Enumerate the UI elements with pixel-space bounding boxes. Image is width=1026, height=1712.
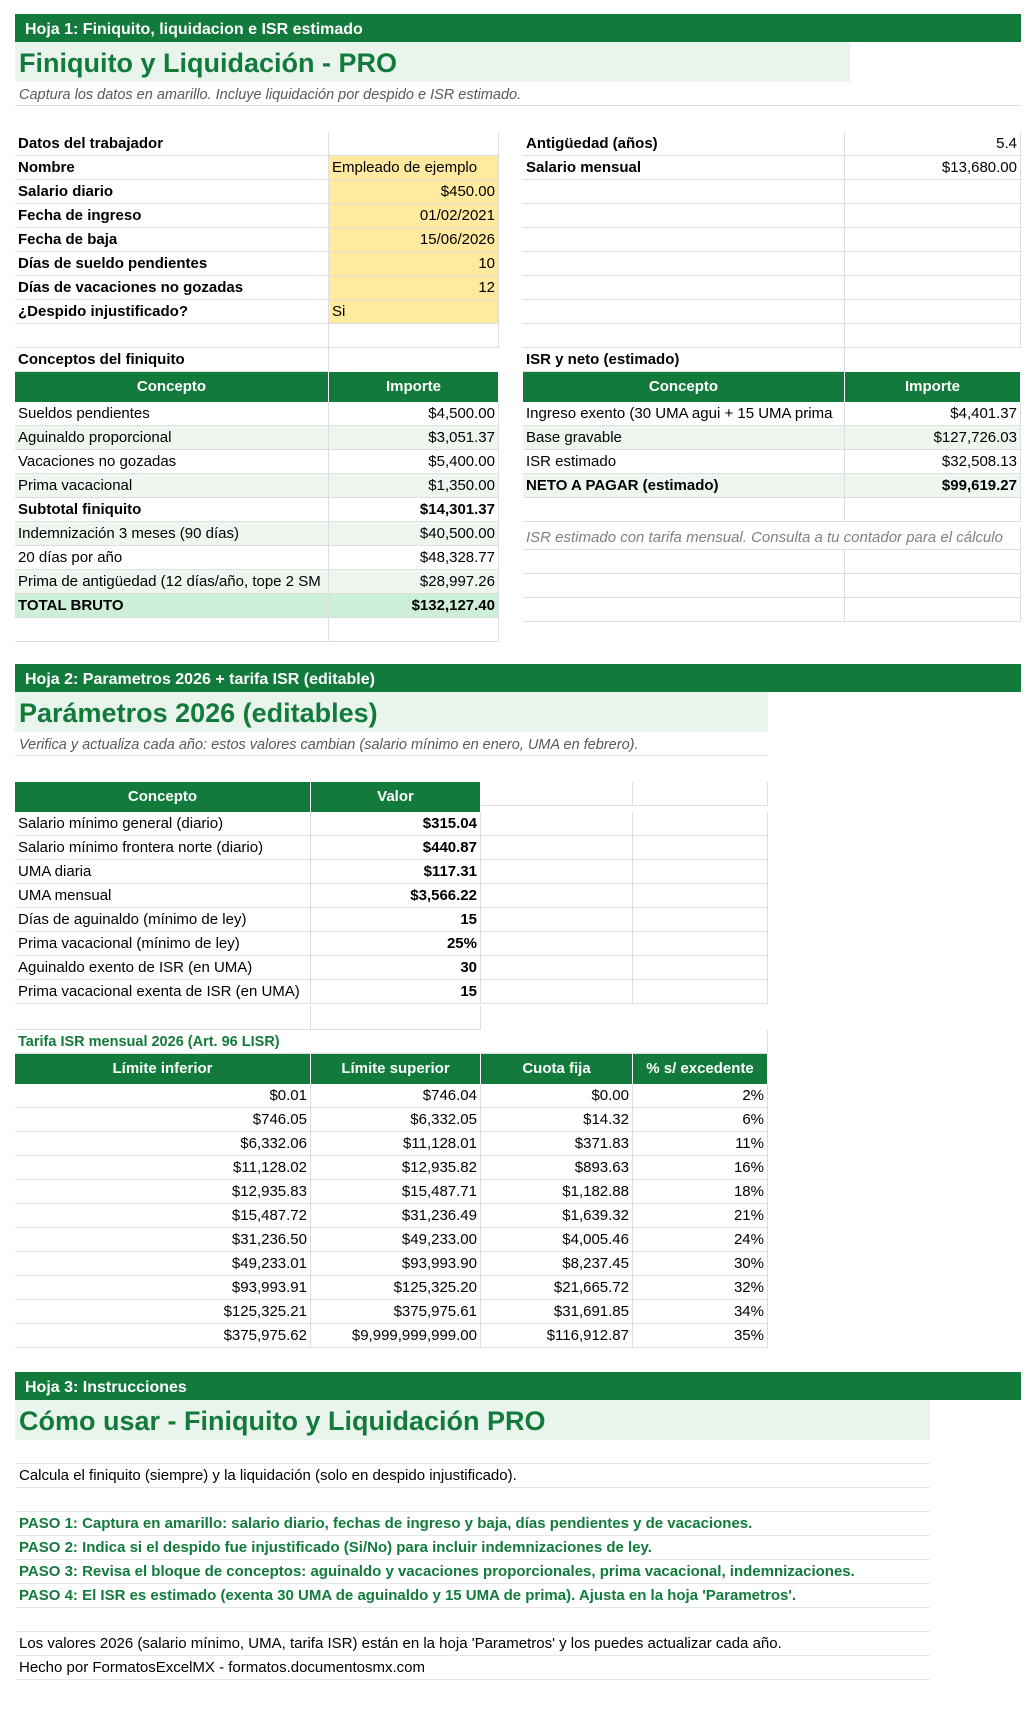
worker-field-input[interactable]: 10 <box>329 252 499 276</box>
empty-cell <box>481 812 633 836</box>
tarifa-cell: $125,325.21 <box>15 1300 311 1324</box>
tarifa-cell: $0.00 <box>481 1084 633 1108</box>
tarifa-cell: $371.83 <box>481 1132 633 1156</box>
empty-cell <box>481 980 633 1004</box>
empty-cell <box>481 908 633 932</box>
tarifa-cell: $6,332.05 <box>311 1108 481 1132</box>
antiguedad-label: Antigüedad (años) <box>523 132 845 156</box>
empty-cell <box>633 782 768 806</box>
worker-field-label: Días de sueldo pendientes <box>15 252 329 276</box>
isr-section-header: ISR y neto (estimado) <box>523 348 845 372</box>
tarifa-col-header: Límite inferior <box>15 1054 311 1084</box>
tarifa-col-header: % s/ excedente <box>633 1054 768 1084</box>
param-value[interactable]: $117.31 <box>311 860 481 884</box>
concept-label: Vacaciones no gozadas <box>15 450 329 474</box>
isr-label: ISR estimado <box>523 450 845 474</box>
tarifa-cell: $49,233.01 <box>15 1252 311 1276</box>
tarifa-cell: 21% <box>633 1204 768 1228</box>
empty-cell <box>633 884 768 908</box>
params-col-concept: Concepto <box>15 782 311 812</box>
param-label: Salario mínimo frontera norte (diario) <box>15 836 311 860</box>
tarifa-title: Tarifa ISR mensual 2026 (Art. 96 LISR) <box>15 1030 768 1054</box>
isr-amount: $32,508.13 <box>845 450 1021 474</box>
empty-cell <box>329 618 499 642</box>
tarifa-cell: $4,005.46 <box>481 1228 633 1252</box>
worker-field-input[interactable]: 01/02/2021 <box>329 204 499 228</box>
concept-amount: $5,400.00 <box>329 450 499 474</box>
tarifa-cell: $125,325.20 <box>311 1276 481 1300</box>
isr-label: Ingreso exento (30 UMA agui + 15 UMA prima <box>523 402 845 426</box>
empty-cell <box>523 300 845 324</box>
param-value[interactable]: 15 <box>311 980 481 1004</box>
empty-cell <box>633 980 768 1004</box>
worker-field-label: Fecha de ingreso <box>15 204 329 228</box>
concepts-col-concept: Concepto <box>15 372 329 402</box>
tarifa-cell: $15,487.71 <box>311 1180 481 1204</box>
tarifa-cell: $12,935.82 <box>311 1156 481 1180</box>
empty-cell <box>481 860 633 884</box>
param-label: Prima vacacional (mínimo de ley) <box>15 932 311 956</box>
empty-cell <box>845 204 1021 228</box>
worker-field-input[interactable]: 15/06/2026 <box>329 228 499 252</box>
sheet2-tab-bar: Hoja 2: Parametros 2026 + tarifa ISR (editable) <box>15 664 1021 692</box>
tarifa-cell: $31,691.85 <box>481 1300 633 1324</box>
param-label: Salario mínimo general (diario) <box>15 812 311 836</box>
tarifa-cell: 24% <box>633 1228 768 1252</box>
tarifa-cell: $14.32 <box>481 1108 633 1132</box>
empty-cell <box>633 836 768 860</box>
empty-cell <box>523 324 845 348</box>
empty-cell <box>845 574 1021 598</box>
empty-cell <box>329 132 499 156</box>
tarifa-cell: $6,332.06 <box>15 1132 311 1156</box>
param-label: Prima vacacional exenta de ISR (en UMA) <box>15 980 311 1004</box>
credits: Hecho por FormatosExcelMX - formatos.documentosmx.com <box>15 1656 930 1680</box>
tarifa-cell: 32% <box>633 1276 768 1300</box>
tarifa-cell: $93,993.90 <box>311 1252 481 1276</box>
tarifa-cell: $746.04 <box>311 1084 481 1108</box>
param-value[interactable]: $3,566.22 <box>311 884 481 908</box>
empty-cell <box>633 860 768 884</box>
tarifa-cell: $15,487.72 <box>15 1204 311 1228</box>
empty-cell <box>523 598 845 622</box>
worker-field-label: Días de vacaciones no gozadas <box>15 276 329 300</box>
tarifa-cell: $11,128.01 <box>311 1132 481 1156</box>
concept-label: Aguinaldo proporcional <box>15 426 329 450</box>
param-value[interactable]: 30 <box>311 956 481 980</box>
sheet1-title: Finiquito y Liquidación - PRO <box>15 42 850 82</box>
concept-amount: $1,350.00 <box>329 474 499 498</box>
empty-cell <box>523 228 845 252</box>
concepts-col-amount: Importe <box>329 372 499 402</box>
tarifa-cell: $11,128.02 <box>15 1156 311 1180</box>
empty-cell <box>311 1006 481 1030</box>
isr-label: NETO A PAGAR (estimado) <box>523 474 845 498</box>
empty-cell <box>523 180 845 204</box>
tarifa-cell: $93,993.91 <box>15 1276 311 1300</box>
worker-field-label: Salario diario <box>15 180 329 204</box>
tarifa-cell: $893.63 <box>481 1156 633 1180</box>
worker-field-input[interactable]: Si <box>329 300 499 324</box>
salario-mensual-value[interactable]: $13,680.00 <box>845 156 1021 180</box>
concept-label: Sueldos pendientes <box>15 402 329 426</box>
empty-cell <box>481 884 633 908</box>
empty-cell <box>845 180 1021 204</box>
tarifa-cell: 18% <box>633 1180 768 1204</box>
empty-cell <box>523 252 845 276</box>
footer-note: Los valores 2026 (salario mínimo, UMA, tarifa ISR) están en la hoja 'Parametros' y los puedes actualizar cada año. <box>15 1632 930 1656</box>
empty-row <box>15 1488 930 1512</box>
isr-amount: $99,619.27 <box>845 474 1021 498</box>
tarifa-col-header: Límite superior <box>311 1054 481 1084</box>
empty-cell <box>845 228 1021 252</box>
tarifa-col-header: Cuota fija <box>481 1054 633 1084</box>
empty-cell <box>845 276 1021 300</box>
params-col-value: Valor <box>311 782 481 812</box>
empty-cell <box>481 782 633 806</box>
sheet1-tab-bar: Hoja 1: Finiquito, liquidacion e ISR estimado <box>15 14 1021 42</box>
sheet-finiquito <box>15 14 1021 614</box>
concept-label: Subtotal finiquito <box>15 498 329 522</box>
param-value[interactable]: $315.04 <box>311 812 481 836</box>
empty-cell <box>523 498 845 522</box>
instructions-intro: Calcula el finiquito (siempre) y la liquidación (solo en despido injustificado). <box>15 1464 930 1488</box>
concept-label: TOTAL BRUTO <box>15 594 329 618</box>
empty-cell <box>523 550 845 574</box>
isr-col-amount: Importe <box>845 372 1021 402</box>
sheet-instrucciones <box>15 1372 1021 1712</box>
isr-col-concept: Concepto <box>523 372 845 402</box>
tarifa-cell: $12,935.83 <box>15 1180 311 1204</box>
antiguedad-value[interactable]: 5.4 <box>845 132 1021 156</box>
sheet3-title: Cómo usar - Finiquito y Liquidación PRO <box>15 1400 930 1440</box>
empty-cell <box>15 1006 311 1030</box>
tarifa-cell: 11% <box>633 1132 768 1156</box>
isr-label: Base gravable <box>523 426 845 450</box>
empty-cell <box>523 276 845 300</box>
param-label: Aguinaldo exento de ISR (en UMA) <box>15 956 311 980</box>
empty-cell <box>481 956 633 980</box>
sheet2-title: Parámetros 2026 (editables) <box>15 692 768 732</box>
tarifa-cell: $116,912.87 <box>481 1324 633 1348</box>
concepts-section-header: Conceptos del finiquito <box>15 348 329 372</box>
tarifa-cell: $1,182.88 <box>481 1180 633 1204</box>
empty-cell <box>481 836 633 860</box>
tarifa-cell: 34% <box>633 1300 768 1324</box>
tarifa-cell: $21,665.72 <box>481 1276 633 1300</box>
instruction-step: PASO 2: Indica si el despido fue injustificado (Si/No) para incluir indemnizaciones de ley. <box>15 1536 930 1560</box>
worker-field-label: Nombre <box>15 156 329 180</box>
tarifa-cell: $375,975.62 <box>15 1324 311 1348</box>
sheet1-subtitle: Captura los datos en amarillo. Incluye liquidación por despido e ISR estimado. <box>15 84 1021 106</box>
tarifa-cell: $746.05 <box>15 1108 311 1132</box>
concept-amount: $28,997.26 <box>329 570 499 594</box>
tarifa-cell: $1,639.32 <box>481 1204 633 1228</box>
empty-cell <box>633 908 768 932</box>
worker-section-header: Datos del trabajador <box>15 132 329 156</box>
concept-amount: $48,328.77 <box>329 546 499 570</box>
empty-cell <box>15 324 329 348</box>
sheet2-subtitle: Verifica y actualiza cada año: estos valores cambian (salario mínimo en enero, UMA en febrero). <box>15 734 768 756</box>
empty-cell <box>845 550 1021 574</box>
worker-field-input[interactable]: 12 <box>329 276 499 300</box>
concept-label: 20 días por año <box>15 546 329 570</box>
salario-mensual-label: Salario mensual <box>523 156 845 180</box>
tarifa-cell: $8,237.45 <box>481 1252 633 1276</box>
isr-amount: $127,726.03 <box>845 426 1021 450</box>
instruction-step: PASO 3: Revisa el bloque de conceptos: aguinaldo y vacaciones proporcionales, prima vacacional, indemnizaciones. <box>15 1560 930 1584</box>
concept-label: Indemnización 3 meses (90 días) <box>15 522 329 546</box>
empty-row <box>15 1440 930 1464</box>
empty-cell <box>845 498 1021 522</box>
param-label: UMA diaria <box>15 860 311 884</box>
instruction-step: PASO 4: El ISR es estimado (exenta 30 UMA de aguinaldo y 15 UMA de prima). Ajusta en la hoja 'Parametros'. <box>15 1584 930 1608</box>
tarifa-cell: 2% <box>633 1084 768 1108</box>
empty-cell <box>329 324 499 348</box>
concept-amount: $4,500.00 <box>329 402 499 426</box>
concept-amount: $14,301.37 <box>329 498 499 522</box>
empty-cell <box>845 252 1021 276</box>
worker-field-input[interactable]: $450.00 <box>329 180 499 204</box>
isr-note: ISR estimado con tarifa mensual. Consulta a tu contador para el cálculo <box>523 526 1021 550</box>
empty-row <box>15 1608 930 1632</box>
tarifa-cell: $49,233.00 <box>311 1228 481 1252</box>
empty-cell <box>523 574 845 598</box>
worker-field-label: ¿Despido injustificado? <box>15 300 329 324</box>
tarifa-cell: $31,236.49 <box>311 1204 481 1228</box>
worker-field-input[interactable]: Empleado de ejemplo <box>329 156 499 180</box>
concept-amount: $40,500.00 <box>329 522 499 546</box>
param-value[interactable]: 15 <box>311 908 481 932</box>
concept-label: Prima de antigüedad (12 días/año, tope 2 SM <box>15 570 329 594</box>
empty-cell <box>845 598 1021 622</box>
param-value[interactable]: $440.87 <box>311 836 481 860</box>
param-value[interactable]: 25% <box>311 932 481 956</box>
sheet3-tab-bar: Hoja 3: Instrucciones <box>15 1372 1021 1400</box>
empty-cell <box>15 618 329 642</box>
tarifa-cell: 16% <box>633 1156 768 1180</box>
empty-cell <box>481 932 633 956</box>
param-label: Días de aguinaldo (mínimo de ley) <box>15 908 311 932</box>
concept-amount: $3,051.37 <box>329 426 499 450</box>
tarifa-cell: $31,236.50 <box>15 1228 311 1252</box>
tarifa-cell: $375,975.61 <box>311 1300 481 1324</box>
empty-cell <box>633 932 768 956</box>
empty-cell <box>845 300 1021 324</box>
instruction-step: PASO 1: Captura en amarillo: salario diario, fechas de ingreso y baja, días pendientes y de vacaciones. <box>15 1512 930 1536</box>
empty-cell <box>633 812 768 836</box>
tarifa-cell: 6% <box>633 1108 768 1132</box>
param-label: UMA mensual <box>15 884 311 908</box>
sheet-parametros <box>15 664 1021 1354</box>
concept-amount: $132,127.40 <box>329 594 499 618</box>
tarifa-cell: $0.01 <box>15 1084 311 1108</box>
tarifa-cell: $9,999,999,999.00 <box>311 1324 481 1348</box>
worker-field-label: Fecha de baja <box>15 228 329 252</box>
tarifa-cell: 30% <box>633 1252 768 1276</box>
concept-label: Prima vacacional <box>15 474 329 498</box>
empty-cell <box>523 204 845 228</box>
empty-cell <box>633 956 768 980</box>
tarifa-cell: 35% <box>633 1324 768 1348</box>
isr-amount: $4,401.37 <box>845 402 1021 426</box>
empty-cell <box>845 324 1021 348</box>
